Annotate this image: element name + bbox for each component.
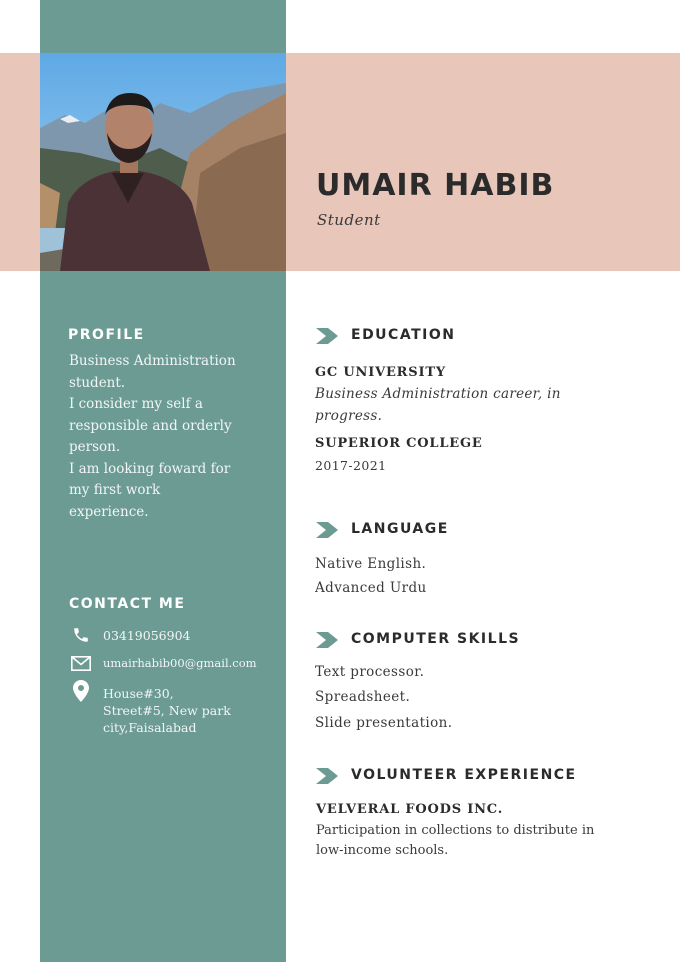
chevron-right-icon bbox=[316, 768, 338, 784]
location-pin-icon bbox=[70, 682, 92, 700]
profile-line: I am looking foward for bbox=[69, 460, 231, 477]
profile-line: responsible and orderly bbox=[69, 417, 232, 434]
person-name: UMAIR HABIB bbox=[316, 168, 555, 203]
contact-phone-row[interactable] bbox=[70, 626, 191, 644]
skill-item: Spreadsheet. bbox=[315, 689, 411, 705]
computer-skills-heading-row bbox=[316, 630, 521, 650]
volunteer-desc-line: Participation in collections to distribute in bbox=[316, 823, 595, 838]
phone-icon bbox=[70, 626, 92, 644]
language-heading-row bbox=[316, 520, 449, 540]
volunteer-heading-row bbox=[316, 766, 577, 786]
contact-address bbox=[103, 685, 231, 736]
profile-line: I consider my self a bbox=[69, 396, 203, 412]
contact-heading: CONTACT ME bbox=[69, 596, 186, 612]
education-heading-row bbox=[316, 326, 456, 346]
skill-item: Slide presentation. bbox=[315, 715, 453, 731]
skill-item: Text processor. bbox=[315, 664, 425, 680]
volunteer-description bbox=[316, 821, 616, 861]
address-line: Street#5, New park bbox=[103, 703, 231, 718]
contact-phone: 03419056904 bbox=[103, 628, 191, 643]
education-school-1: GC UNIVERSITY bbox=[315, 365, 446, 380]
education-heading: EDUCATION bbox=[351, 327, 456, 343]
profile-line: person. bbox=[69, 439, 121, 455]
profile-text bbox=[69, 351, 269, 523]
language-item: Native English. bbox=[315, 556, 427, 572]
language-heading: LANGUAGE bbox=[351, 521, 449, 537]
volunteer-heading: VOLUNTEER EXPERIENCE bbox=[351, 767, 577, 783]
education-detail-1 bbox=[315, 383, 595, 427]
chevron-right-icon bbox=[316, 632, 338, 648]
volunteer-org: VELVERAL FOODS INC. bbox=[316, 802, 504, 817]
chevron-right-icon bbox=[316, 328, 338, 344]
contact-email-row[interactable] bbox=[70, 654, 257, 672]
education-school-2: SUPERIOR COLLEGE bbox=[315, 436, 483, 451]
volunteer-desc-line: low-income schools. bbox=[316, 843, 449, 858]
education-detail-line: progress. bbox=[315, 408, 383, 424]
profile-line: Business Administration bbox=[69, 353, 236, 369]
education-detail-2: 2017-2021 bbox=[315, 458, 387, 473]
profile-line: my first work bbox=[69, 482, 161, 498]
envelope-icon bbox=[70, 654, 92, 672]
address-line: city,Faisalabad bbox=[103, 720, 197, 735]
chevron-right-icon bbox=[316, 522, 338, 538]
language-item: Advanced Urdu bbox=[315, 580, 427, 596]
address-line: House#30, bbox=[103, 686, 174, 701]
profile-photo bbox=[40, 53, 286, 271]
profile-line: student. bbox=[69, 374, 126, 391]
contact-email: umairhabib00@gmail.com bbox=[103, 656, 257, 670]
contact-address-row bbox=[70, 682, 231, 735]
computer-skills-heading: COMPUTER SKILLS bbox=[351, 631, 521, 647]
profile-line: experience. bbox=[69, 503, 149, 520]
person-role: Student bbox=[317, 211, 381, 229]
profile-heading: PROFILE bbox=[68, 327, 145, 343]
education-detail-line: Business Administration career, in bbox=[315, 386, 561, 402]
